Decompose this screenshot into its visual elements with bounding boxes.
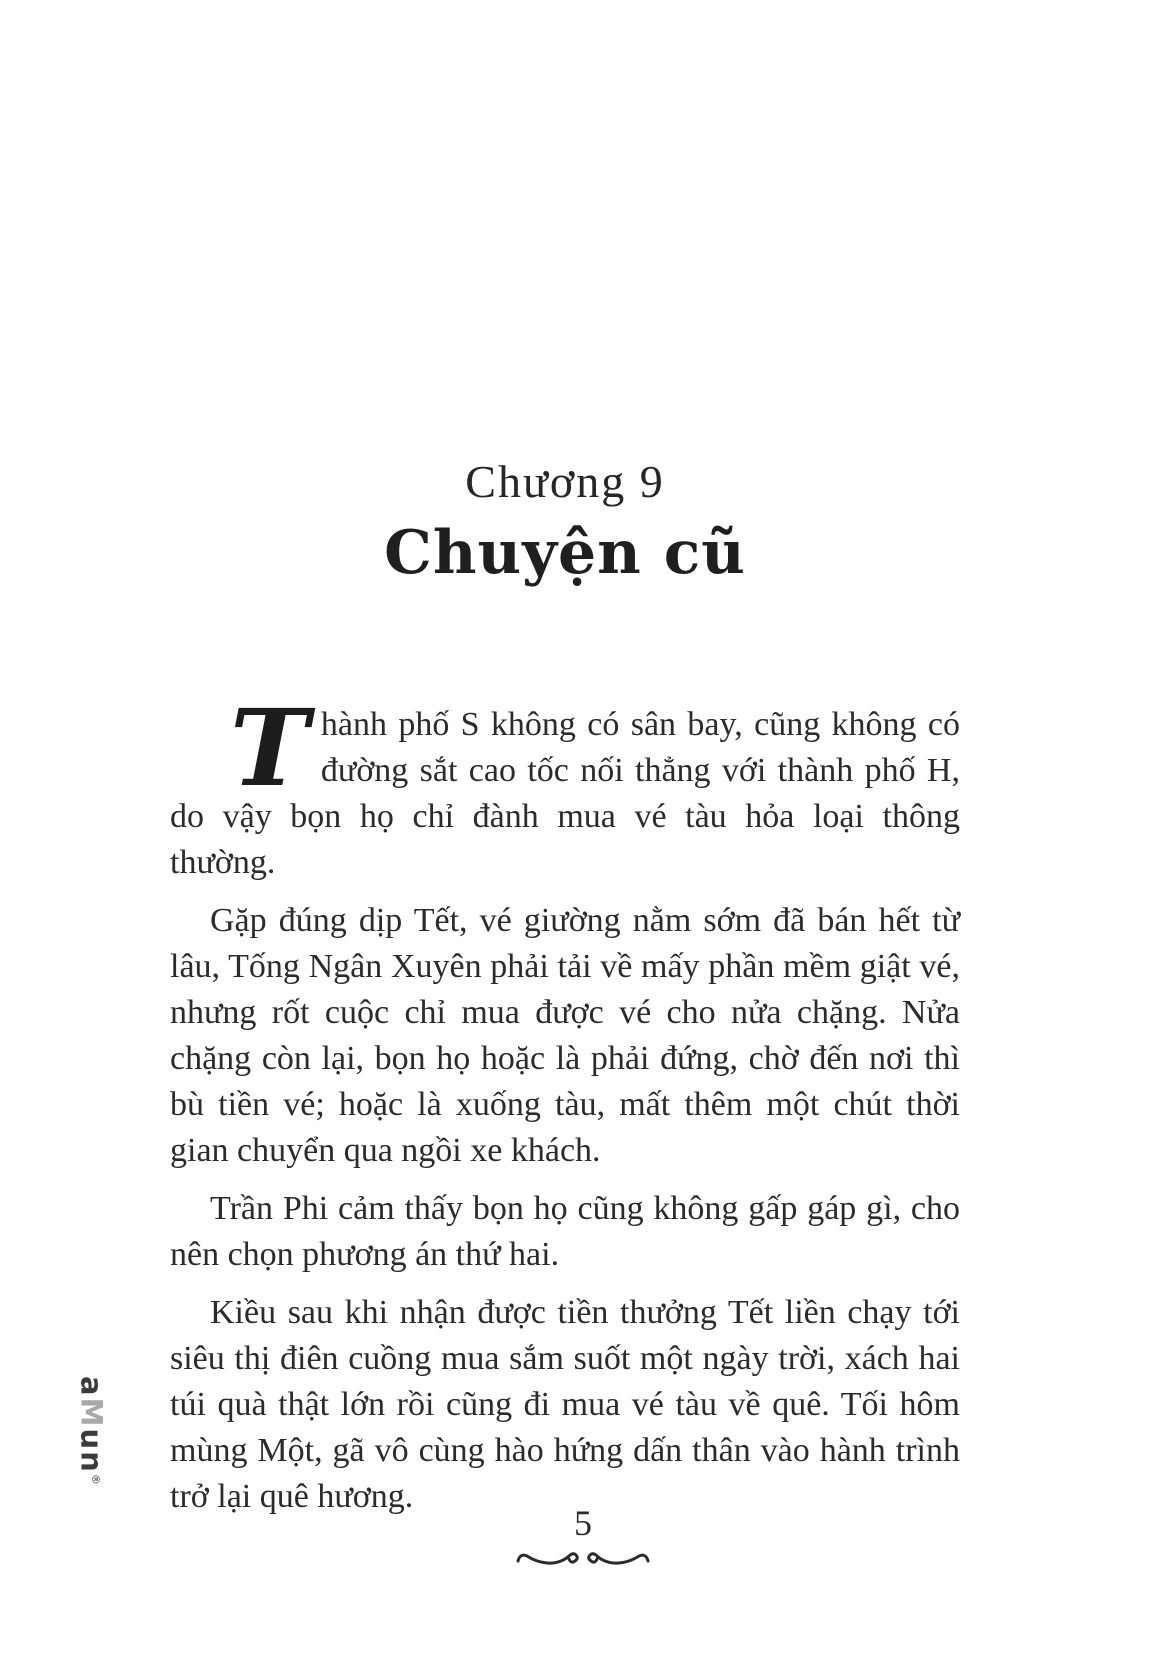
publisher-logo-text [75, 1376, 111, 1485]
page-footer [0, 1502, 1166, 1572]
logo-letter-a: a [74, 1376, 109, 1398]
body-text-column [170, 685, 960, 1532]
footer-flourish-icon [513, 1546, 653, 1572]
drop-cap: T [230, 685, 309, 810]
publisher-logo [74, 1376, 110, 1494]
paragraph-1 [170, 685, 960, 886]
paragraph-2: Gặp đúng dịp Tết, vé giường nằm sớm đã bán hết từ lâu, Tống Ngân Xuyên phải tải về mấy phần mềm giật vé, nhưng rốt cuộc chỉ mua được vé cho nửa chặng. Nửa chặng còn lại, bọn họ hoặc là phải đứng, chờ đến nơi thì bù tiền vé; hoặc là xuống tàu, mất thêm một chút thời gian chuyển qua ngồi xe khách. [170, 902, 960, 1169]
logo-letters-un: un [74, 1428, 109, 1474]
chapter-title: Chuyện cũ [384, 518, 746, 588]
chapter-label: Chương 9 [465, 456, 665, 507]
paragraph-3: Trần Phi cảm thấy bọn họ cũng không gấp gáp gì, cho nên chọn phương án thứ hai. [170, 1190, 960, 1273]
registered-trademark-icon: ® [89, 1473, 102, 1485]
logo-letter-m: M [74, 1397, 109, 1429]
page-number: 5 [574, 1503, 592, 1543]
paragraph-1-text: hành phố S không có sân bay, cũng không có đường sắt cao tốc nối thẳng với thành phố H, do vậy bọn họ chỉ đành mua vé tàu hỏa loại thông thường. [170, 706, 960, 881]
paragraph-4: Kiều sau khi nhận được tiền thưởng Tết liền chạy tới siêu thị điên cuồng mua sắm suốt một ngày trời, xách hai túi quà thật lớn rồi cũng đi mua vé tàu về quê. Tối hôm mùng Một, gã vô cùng hào hứng dấn thân vào hành trình trở lại quê hương. [170, 1294, 960, 1515]
